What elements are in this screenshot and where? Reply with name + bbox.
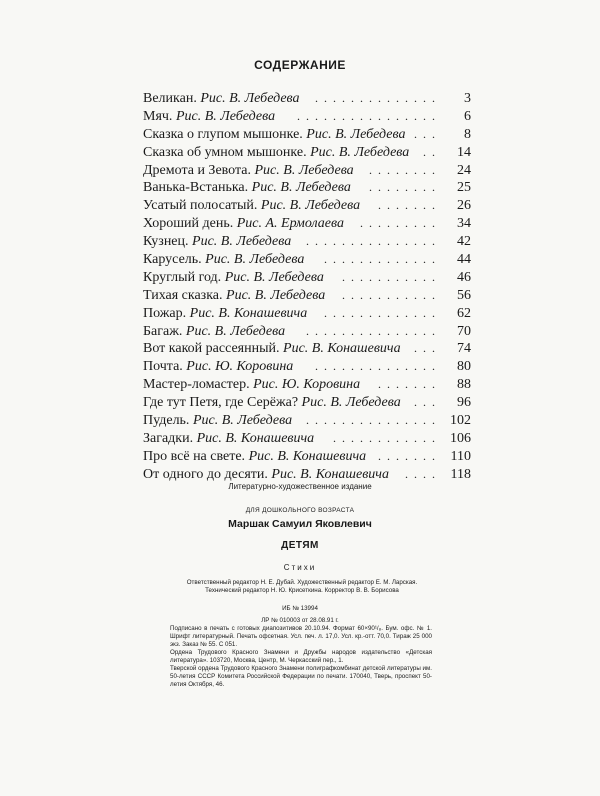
toc-entry-page: 34: [457, 216, 471, 232]
toc-entry-name: Загадки.: [143, 430, 194, 446]
toc-entry-page: 80: [457, 359, 471, 375]
ib-number: ИБ № 13994: [282, 605, 318, 612]
publication-type: Литературно-художественное издание: [228, 482, 372, 491]
toc-entry-title: [143, 197, 360, 215]
toc-entry-name: Хороший день.: [143, 216, 234, 232]
toc-entry-illustrator: Рис. В. Лебедева: [192, 234, 292, 250]
toc-entry-title: [143, 430, 314, 448]
leader-dots: ..: [423, 144, 441, 159]
toc-entry-illustrator: Рис. Ю. Коровина: [253, 377, 361, 393]
toc-entry: [143, 323, 471, 341]
toc-entry-title: [143, 108, 275, 126]
genre: Стихи: [283, 563, 317, 572]
toc-entry-title: [143, 126, 405, 144]
toc-entry: [143, 448, 471, 466]
page-title: СОДЕРЖАНИЕ: [254, 58, 346, 72]
toc-entry-illustrator: Рис. В. Лебедева: [200, 91, 300, 106]
leader-dots: ................: [297, 108, 441, 123]
toc-entry-illustrator: Рис. В. Лебедева: [226, 287, 326, 303]
toc-entry-name: Карусель.: [143, 252, 202, 268]
toc-entry-title: [143, 358, 293, 376]
toc-entry-name: Дремота и Зевота.: [143, 162, 251, 178]
toc-entry-name: Багаж.: [143, 323, 183, 339]
toc-entry-name: Сказка об умном мышонке.: [143, 144, 307, 160]
leader-dots: ........: [369, 180, 441, 195]
toc-entry-illustrator: Рис. В. Лебедева: [254, 162, 354, 178]
author-name: Маршак Самуил Яковлевич: [228, 518, 372, 530]
toc-entry-title: [143, 269, 324, 287]
toc-entry: [143, 358, 471, 376]
leader-dots: .............: [324, 252, 441, 267]
toc-entry-page: 74: [457, 341, 471, 357]
leader-dots: ...........: [342, 287, 441, 302]
toc-entry: [143, 412, 471, 430]
toc-entry-page: 88: [457, 377, 471, 393]
toc-entry-title: [143, 90, 300, 108]
toc-entry-page: 118: [450, 466, 471, 482]
leader-dots: ............: [333, 430, 441, 445]
toc-entry-name: Великан.: [143, 91, 197, 106]
toc-entry-name: Почта.: [143, 359, 183, 375]
toc-entry-name: Кузнец.: [143, 234, 189, 250]
toc-entry: [143, 233, 471, 251]
toc-entry-page: 62: [457, 305, 471, 321]
leader-dots: ........: [369, 162, 441, 177]
license-number: ЛР № 010003 от 28.08.91 г.: [261, 617, 339, 624]
toc-entry: [143, 287, 471, 305]
toc-entry-title: [143, 376, 360, 394]
leader-dots: ...: [414, 341, 441, 356]
toc-entry: [143, 251, 471, 269]
toc-entry-illustrator: Рис. В. Конашевича: [271, 466, 389, 482]
leader-dots: ...: [414, 126, 441, 141]
toc-entry-name: Пудель.: [143, 413, 190, 429]
print-specs: Подписано в печать с готовых диапозитивов 20.10.94. Формат 60×90¹/₈. Бум. офс. № 1. Шрифт литературный. Печать офсетная. Усл. печ. л. 17,0. Усл. кр.-отт. 70,0. Тираж 25 000 экз. Заказ № 55. С 051.: [170, 625, 432, 648]
toc-entry: [143, 305, 471, 323]
toc-entry-illustrator: Рис. В. Конашевича: [283, 341, 401, 357]
toc-entry-page: 8: [464, 126, 471, 142]
toc-entry-title: [143, 215, 344, 233]
leader-dots: ..............: [315, 359, 441, 374]
credits-line: Ответственный редактор Н. Е. Дубай. Художественный редактор Е. М. Ларская.: [186, 579, 418, 586]
book-title: ДЕТЯМ: [281, 540, 319, 551]
toc-entry: [143, 108, 471, 126]
leader-dots: .......: [378, 198, 441, 213]
toc-entry-page: 14: [457, 144, 471, 160]
toc-entry-illustrator: Рис. В. Конашевича: [248, 448, 367, 464]
toc-entry-illustrator: Рис. В. Лебедева: [224, 269, 324, 285]
toc-entry-title: [143, 233, 291, 251]
toc-entry-page: 110: [450, 448, 471, 464]
leader-dots: ...: [414, 395, 441, 410]
toc-entry-page: 102: [450, 413, 471, 429]
toc-entry-name: Усатый полосатый.: [143, 198, 258, 214]
toc-entry: [143, 90, 471, 108]
toc-entry-page: 26: [457, 198, 471, 214]
toc-entry-name: Круглый год.: [143, 269, 222, 285]
leader-dots: .............: [324, 305, 441, 320]
toc-entry-illustrator: Рис. Ю. Коровина: [186, 359, 294, 375]
leader-dots: .......: [378, 448, 441, 463]
toc-entry-title: [143, 448, 366, 466]
toc-entry-illustrator: Рис. А. Ермолаева: [236, 216, 344, 232]
toc-entry-illustrator: Рис. В. Лебедева: [306, 126, 406, 142]
toc-entry-page: 24: [457, 162, 471, 178]
leader-dots: ...........: [342, 269, 441, 284]
toc-entry: [143, 394, 471, 412]
toc-entry: [143, 466, 471, 484]
toc-entry-name: От одного до десяти.: [143, 466, 268, 482]
toc-entry-name: Пожар.: [143, 305, 187, 321]
toc-entry-illustrator: Рис. В. Лебедева: [251, 180, 351, 196]
toc-entry-illustrator: Рис. В. Конашевича: [189, 305, 308, 321]
toc-entry-title: [143, 144, 409, 162]
toc-entry-name: Ванька-Встанька.: [143, 180, 249, 196]
toc-entry-page: 44: [457, 252, 471, 268]
editorial-credits: [172, 579, 432, 595]
toc-entry-illustrator: Рис. В. Конашевича: [196, 430, 315, 446]
toc-entry: [143, 430, 471, 448]
toc-entry-page: 46: [457, 269, 471, 285]
toc-entry-name: Тихая сказка.: [143, 287, 223, 303]
leader-dots: ...............: [306, 234, 441, 249]
toc-entry: [143, 269, 471, 287]
toc-entry: [143, 215, 471, 233]
publisher-info: Ордена Трудового Красного Знамени и Дружбы народов издательство «Детская литература». 103720, Москва, Центр, М. Черкасский пер., 1.: [170, 649, 432, 664]
toc-entry-name: Мяч.: [143, 108, 173, 124]
toc-entry-title: [143, 305, 307, 323]
toc-entry: [143, 162, 471, 180]
toc-entry-title: [143, 179, 351, 197]
toc-entry-page: 25: [457, 180, 471, 196]
toc-entry: [143, 376, 471, 394]
leader-dots: ....: [405, 466, 441, 481]
toc-entry-page: 6: [464, 108, 471, 124]
toc-entry-title: [143, 340, 401, 358]
toc-entry: [143, 126, 471, 144]
toc-entry-page: 3: [464, 91, 471, 106]
toc-entry-illustrator: Рис. В. Лебедева: [301, 395, 401, 411]
leader-dots: .........: [360, 216, 441, 231]
toc-entry-illustrator: Рис. В. Лебедева: [260, 198, 361, 214]
toc-entry-page: 106: [450, 430, 471, 446]
table-of-contents: [143, 90, 471, 484]
toc-entry-title: [143, 394, 401, 412]
leader-dots: ..............: [315, 91, 441, 105]
toc-entry-name: Сказка о глупом мышонке.: [143, 126, 303, 142]
toc-entry-illustrator: Рис. В. Лебедева: [205, 252, 305, 268]
printing-details: [170, 625, 432, 689]
toc-entry: [143, 179, 471, 197]
toc-entry-name: Где тут Петя, где Серёжа?: [143, 395, 299, 411]
toc-entry-title: [143, 251, 304, 269]
toc-entry-name: Мастер-ломастер.: [143, 377, 250, 393]
toc-entry-page: 56: [457, 287, 471, 303]
leader-dots: .......: [378, 377, 441, 392]
toc-entry-name: Вот какой рассеянный.: [143, 341, 280, 357]
toc-entry-page: 96: [457, 395, 471, 411]
leader-dots: ...............: [306, 323, 441, 338]
toc-entry: [143, 144, 471, 162]
toc-entry-title: [143, 323, 285, 341]
age-group: ДЛЯ ДОШКОЛЬНОГО ВОЗРАСТА: [245, 507, 355, 514]
toc-entry-illustrator: Рис. В. Лебедева: [185, 323, 286, 339]
toc-entry-title: [143, 412, 292, 430]
toc-entry-illustrator: Рис. В. Лебедева: [310, 144, 410, 160]
printer-info: Тверской ордена Трудового Красного Знамени полиграфкомбинат детской литературы им. 50-летия СССР Комитета Российской Федерации по печати. 170040, Тверь, проспект 50-летия Октября, 46.: [170, 665, 432, 688]
toc-entry-illustrator: Рис. В. Лебедева: [175, 108, 276, 124]
toc-entry-illustrator: Рис. В. Лебедева: [192, 413, 293, 429]
toc-entry-page: 70: [457, 323, 471, 339]
toc-entry-page: 42: [457, 234, 471, 250]
toc-entry: [143, 340, 471, 358]
toc-entry-title: [143, 162, 354, 180]
leader-dots: ...............: [306, 413, 441, 428]
toc-entry: [143, 197, 471, 215]
toc-entry-title: [143, 287, 325, 305]
toc-entry-name: Про всё на свете.: [143, 448, 246, 464]
toc-entry-title: [143, 466, 389, 484]
credits-line: Технический редактор Н. Ю. Крисеткина. Корректор В. В. Борисова: [205, 587, 399, 594]
